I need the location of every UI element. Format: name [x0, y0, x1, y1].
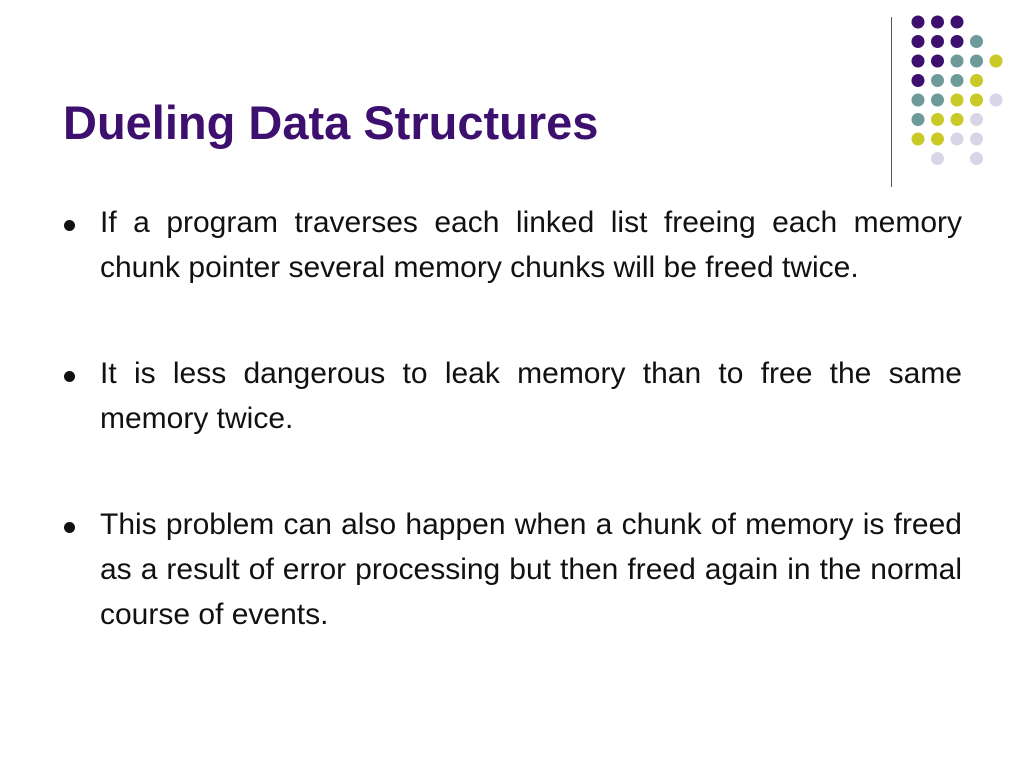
decorative-dot [951, 133, 964, 146]
decorative-dot [912, 113, 925, 126]
bullet-item [62, 351, 962, 441]
decorative-dot [951, 94, 964, 107]
decorative-dot [970, 152, 983, 165]
decorative-dot [990, 94, 1003, 107]
decorative-dot [912, 16, 925, 29]
decorative-dot [931, 55, 944, 68]
decorative-dot [970, 74, 983, 87]
bullet-dot-icon [64, 522, 75, 533]
decorative-dot [912, 74, 925, 87]
decorative-dot [931, 133, 944, 146]
bullet-text: If a program traverses each linked list freeing each memory chunk pointer several memory chunks will be freed twice. [100, 206, 962, 284]
title-divider-line [891, 17, 892, 187]
decorative-dot [990, 55, 1003, 68]
decorative-dot [951, 35, 964, 48]
decorative-dot [931, 35, 944, 48]
decorative-dot [970, 133, 983, 146]
bullet-dot-icon [64, 371, 75, 382]
decorative-dot [951, 55, 964, 68]
decorative-dot [931, 152, 944, 165]
decorative-dot [970, 55, 983, 68]
bullet-item [62, 200, 962, 290]
decorative-dot [912, 94, 925, 107]
decorative-dot [931, 113, 944, 126]
decorative-dot [912, 55, 925, 68]
decorative-dot [951, 74, 964, 87]
slide-title: Dueling Data Structures [63, 96, 599, 149]
decorative-dot [951, 16, 964, 29]
bullet-text: This problem can also happen when a chunk of memory is freed as a result of error processing but then freed again in the normal course of events. [100, 508, 962, 631]
decorative-dot [970, 35, 983, 48]
decorative-dot [951, 113, 964, 126]
bullet-item [62, 502, 962, 637]
bullet-dot-icon [64, 220, 75, 231]
decorative-dot [931, 16, 944, 29]
decorative-dot [970, 94, 983, 107]
decorative-dot [912, 133, 925, 146]
bullet-list [62, 200, 962, 637]
decorative-dot [931, 94, 944, 107]
decorative-dot [970, 113, 983, 126]
decorative-dot [912, 35, 925, 48]
decorative-dot [931, 74, 944, 87]
bullet-text: It is less dangerous to leak memory than to free the same memory twice. [100, 357, 962, 435]
